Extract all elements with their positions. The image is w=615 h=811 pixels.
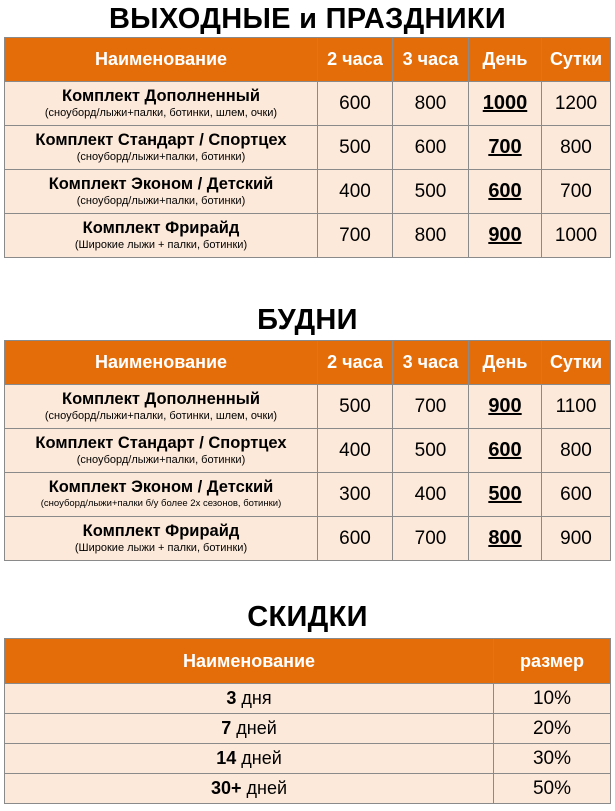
weekday-price-table: [4, 340, 611, 561]
header-3h: 3 часа: [393, 38, 469, 82]
table-row: [5, 684, 611, 714]
table-header-row: [5, 341, 611, 385]
header-name: Наименование: [5, 38, 318, 82]
weekend-title: ВЫХОДНЫЕ и ПРАЗДНИКИ: [108, 3, 507, 35]
price-3h: 500: [393, 429, 469, 473]
kit-name: Комплект Эконом / Детский: [48, 478, 274, 496]
price-2h: 400: [318, 429, 393, 473]
weekday-title: БУДНИ: [257, 304, 358, 336]
price-day: 900: [469, 385, 542, 429]
price-2h: 600: [318, 517, 393, 561]
header-name: Наименование: [5, 341, 318, 385]
price-full-day: 600: [542, 473, 611, 517]
kit-name: Комплект Стандарт / Спортцех: [35, 434, 287, 452]
price-3h: 800: [393, 82, 469, 126]
price-day: 900: [469, 214, 542, 258]
discount-days-unit: дня: [241, 688, 272, 708]
price-full-day: 1200: [542, 82, 611, 126]
kit-contents: (Широкие лыжи + палки, ботинки): [74, 542, 248, 554]
price-3h: 500: [393, 170, 469, 214]
price-day: 600: [469, 429, 542, 473]
kit-contents: (сноуборд/лыжи+палки б/у более 2х сезонов, ботинки): [40, 498, 282, 509]
price-2h: 300: [318, 473, 393, 517]
price-day: 600: [469, 170, 542, 214]
discount-size: 10%: [494, 684, 611, 714]
price-full-day: 800: [542, 429, 611, 473]
price-2h: 600: [318, 82, 393, 126]
table-header-row: [5, 38, 611, 82]
kit-name-cell: [5, 82, 318, 126]
table-row: [5, 517, 611, 561]
kit-name: Комплект Эконом / Детский: [48, 175, 274, 193]
kit-name-cell: [5, 170, 318, 214]
discounts-table: [4, 638, 611, 804]
price-full-day: 900: [542, 517, 611, 561]
table-row: [5, 429, 611, 473]
header-full-day: Сутки: [542, 38, 611, 82]
kit-name: Комплект Дополненный: [62, 390, 260, 408]
kit-contents: (сноуборд/лыжи+палки, ботинки): [76, 195, 246, 207]
table-header-row: [5, 639, 611, 684]
weekend-price-table: [4, 37, 611, 258]
header-name: Наименование: [5, 639, 494, 684]
kit-name-cell: [5, 517, 318, 561]
price-3h: 400: [393, 473, 469, 517]
header-day: День: [469, 38, 542, 82]
discount-size: 30%: [494, 744, 611, 774]
kit-contents: (сноуборд/лыжи+палки, ботинки, шлем, очки): [44, 107, 278, 119]
header-size: размер: [494, 639, 611, 684]
price-2h: 700: [318, 214, 393, 258]
price-day: 800: [469, 517, 542, 561]
discount-size: 20%: [494, 714, 611, 744]
kit-name-cell: [5, 473, 318, 517]
header-full-day: Сутки: [542, 341, 611, 385]
kit-name: Комплект Фрирайд: [82, 522, 240, 540]
kit-name-cell: [5, 385, 318, 429]
table-row: [5, 774, 611, 804]
table-row: [5, 214, 611, 258]
table-row: [5, 744, 611, 774]
price-2h: 500: [318, 385, 393, 429]
price-3h: 700: [393, 517, 469, 561]
kit-name-cell: [5, 429, 318, 473]
discount-period: [5, 714, 494, 744]
price-full-day: 800: [542, 126, 611, 170]
table-row: [5, 170, 611, 214]
price-3h: 700: [393, 385, 469, 429]
discount-days-count: 14: [216, 748, 237, 768]
kit-contents: (Широкие лыжи + палки, ботинки): [74, 239, 248, 251]
price-day: 500: [469, 473, 542, 517]
table-row: [5, 714, 611, 744]
kit-name-cell: [5, 214, 318, 258]
header-3h: 3 часа: [393, 341, 469, 385]
header-2h: 2 часа: [318, 341, 393, 385]
kit-name-cell: [5, 126, 318, 170]
table-row: [5, 385, 611, 429]
price-full-day: 1100: [542, 385, 611, 429]
kit-contents: (сноуборд/лыжи+палки, ботинки, шлем, очки): [44, 410, 278, 422]
discount-days-count: 30+: [210, 778, 242, 798]
discount-size: 50%: [494, 774, 611, 804]
kit-contents: (сноуборд/лыжи+палки, ботинки): [76, 151, 246, 163]
kit-name: Комплект Фрирайд: [82, 219, 240, 237]
table-row: [5, 82, 611, 126]
kit-name: Комплект Стандарт / Спортцех: [35, 131, 287, 149]
discount-days-unit: дней: [246, 778, 288, 798]
discount-period: [5, 774, 494, 804]
table-row: [5, 126, 611, 170]
header-day: День: [469, 341, 542, 385]
price-3h: 600: [393, 126, 469, 170]
price-2h: 400: [318, 170, 393, 214]
price-3h: 800: [393, 214, 469, 258]
discount-days-count: 7: [221, 718, 232, 738]
discount-period: [5, 684, 494, 714]
table-row: [5, 473, 611, 517]
discount-days-unit: дней: [236, 718, 277, 738]
header-2h: 2 часа: [318, 38, 393, 82]
price-day: 1000: [469, 82, 542, 126]
price-day: 700: [469, 126, 542, 170]
kit-name: Комплект Дополненный: [62, 87, 260, 105]
kit-contents: (сноуборд/лыжи+палки, ботинки): [76, 454, 246, 466]
discounts-title: СКИДКИ: [247, 601, 368, 633]
price-full-day: 1000: [542, 214, 611, 258]
price-full-day: 700: [542, 170, 611, 214]
discount-period: [5, 744, 494, 774]
discount-days-unit: дней: [241, 748, 282, 768]
discount-days-count: 3: [226, 688, 237, 708]
price-2h: 500: [318, 126, 393, 170]
